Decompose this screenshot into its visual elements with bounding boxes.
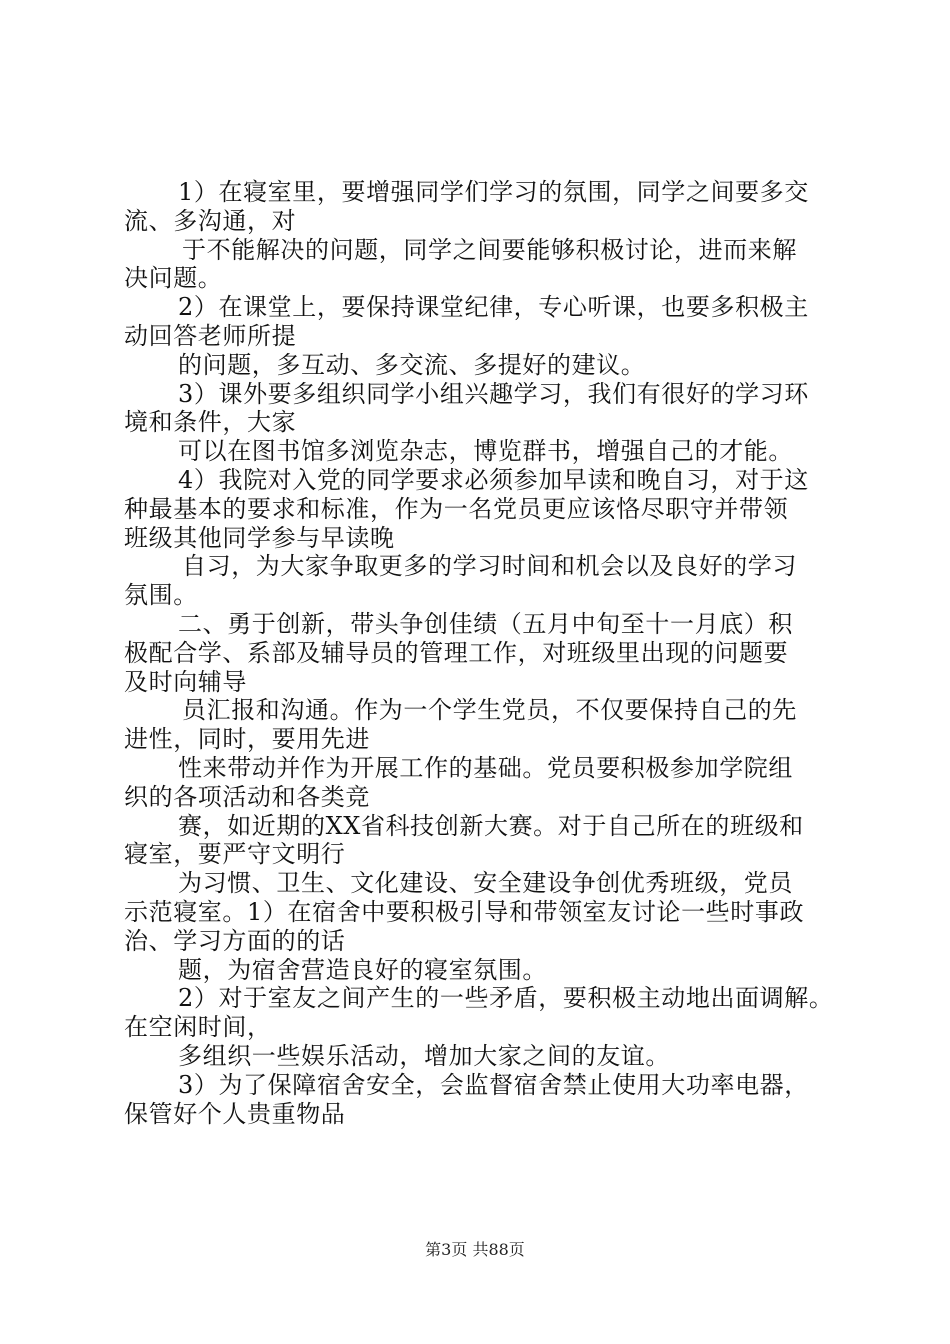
text-line: 2）在课堂上，要保持课堂纪律，专心听课，也要多积极主 [178, 293, 809, 322]
text-line: 示范寝室。1）在宿舍中要积极引导和带领室友讨论一些时事政 [124, 897, 805, 926]
text-line: 多组织一些娱乐活动，增加大家之间的友谊。 [178, 1041, 670, 1070]
text-line: 的问题，多互动、多交流、多提好的建议。 [178, 350, 646, 379]
text-line: 境和条件，大家 [124, 408, 297, 437]
text-line: 2）对于室友之间产生的一些矛盾，要积极主动地出面调解。 [178, 984, 834, 1013]
text-line: 1）在寝室里，要增强同学们学习的氛围，同学之间要多交 [178, 178, 809, 206]
text-line: 3）为了保障宿舍安全，会监督宿舍禁止使用大功率电器， [178, 1070, 809, 1099]
text-line: 保管好个人贵重物品 [124, 1099, 346, 1128]
text-line: 织的各项活动和各类竞 [124, 782, 370, 811]
text-line: 自习，为大家争取更多的学习时间和机会以及良好的学习 [182, 552, 797, 581]
text-line: 题，为宿舍营造良好的寝室氛围。 [178, 955, 547, 984]
text-line: 在空闲时间， [124, 1013, 272, 1042]
text-line: 性来带动并作为开展工作的基础。党员要积极参加学院组 [178, 753, 793, 782]
text-line: 决问题。 [124, 264, 223, 293]
text-line: 为习惯、卫生、文化建设、安全建设争创优秀班级，党员 [178, 869, 793, 898]
text-line: 于不能解决的问题，同学之间要能够积极讨论，进而来解 [182, 235, 797, 264]
text-line: 动回答老师所提 [124, 321, 297, 350]
text-line: 氛围。 [124, 581, 198, 610]
text-line: 3）课外要多组织同学小组兴趣学习，我们有很好的学习环 [178, 379, 809, 408]
document-body [124, 178, 844, 1128]
text-line: 进性，同时，要用先进 [124, 725, 370, 754]
text-line: 可以在图书馆多浏览杂志，博览群书，增强自己的才能。 [178, 437, 793, 466]
text-line: 赛，如近期的XX省科技创新大赛。对于自己所在的班级和 [178, 811, 804, 840]
text-line: 治、学习方面的的话 [124, 926, 346, 955]
text-line: 寝室，要严守文明行 [124, 840, 346, 869]
text-line: 4）我院对入党的同学要求必须参加早读和晚自习，对于这 [178, 465, 809, 494]
text-line: 流、多沟通，对 [124, 206, 297, 235]
text-line: 及时向辅导 [124, 667, 247, 696]
text-line: 极配合学、系部及辅导员的管理工作，对班级里出现的问题要 [124, 638, 789, 667]
text-line: 员汇报和沟通。作为一个学生党员，不仅要保持自己的先 [182, 696, 797, 725]
text-line: 种最基本的要求和标准，作为一名党员更应该恪尽职守并带领 [124, 494, 789, 523]
page-number-footer: 第3页 共88页 [425, 1240, 525, 1259]
text-line: 二、勇于创新，带头争创佳绩（五月中旬至十一月底）积 [178, 609, 793, 638]
text-line: 班级其他同学参与早读晚 [124, 523, 395, 552]
